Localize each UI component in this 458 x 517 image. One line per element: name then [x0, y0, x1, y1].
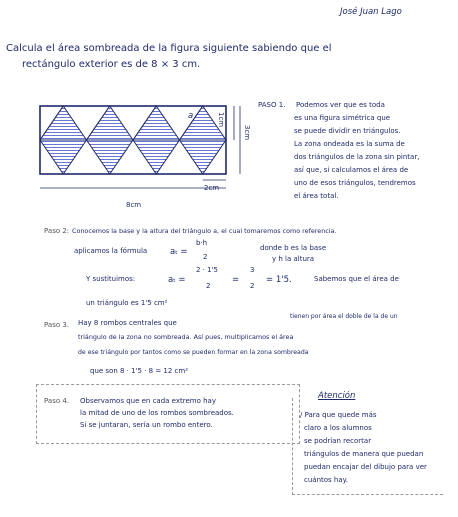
paso3-line-3: de ese triángulo por tantos como se pueden formar en la zona sombreada	[78, 349, 309, 356]
note-line-5: cuántos hay.	[304, 476, 349, 484]
paso2-line-2c: y h la altura	[272, 255, 315, 263]
note-title: Atención	[318, 391, 356, 401]
label-a: a	[188, 111, 194, 121]
paso4-mark: Paso 4.	[44, 397, 70, 405]
paso4-line-0: Observamos que en cada extremo hay	[80, 397, 216, 405]
paso2-subst-num2: 3	[250, 266, 255, 274]
paso2-line-3a: Y sustituimos:	[86, 275, 136, 283]
paso2-formula-num: b·h	[196, 239, 208, 247]
paso2-line-2a: aplicamos la fórmula	[74, 247, 148, 255]
paso2-mark: Paso 2:	[44, 227, 70, 235]
note-line-3: triángulos de manera que puedan	[304, 450, 424, 458]
label-2cm: 2cm	[204, 184, 220, 192]
note-line-2: se podrían recortar	[304, 437, 372, 445]
paso3-line-4: que son 8 · 1'5 · 8 = 12 cm²	[90, 367, 189, 375]
paso3-mark: Paso 3.	[44, 321, 70, 329]
paso1-line-1: es una figura simétrica que	[294, 114, 391, 122]
paso2-line-3b: Sabemos que el área de	[314, 275, 399, 283]
paso1-line-5: así que, si calculamos el área de	[294, 166, 409, 174]
paso2-subst-den1: 2	[206, 282, 211, 290]
paso1-line-0: Podemos ver que es toda	[296, 101, 385, 109]
paso2-line-2b: donde b es la base	[260, 244, 327, 252]
paso4-line-1: la mitad de uno de los rombos sombreados.	[80, 409, 234, 417]
paso2-subst-result: = 1'5.	[266, 275, 292, 285]
paso1-line-3: La zona ondeada es la suma de	[294, 140, 405, 148]
author-name: José Juan Lago	[340, 7, 402, 17]
label-8cm: 8cm	[126, 201, 142, 209]
note-line-0: / Para que quede más	[300, 411, 377, 419]
label-1cm: 1cm	[217, 112, 225, 128]
paso2-formula-lhs: aₜ =	[170, 247, 188, 257]
paso3-line-2: triángulo de la zona no sombreada. Así pues, multiplicamos el área	[78, 333, 294, 341]
paso2-subst-den2: 2	[250, 282, 255, 290]
paso1-line-4: dos triángulos de la zona sin pintar,	[294, 153, 420, 161]
paso2-line-4: un triángulo es 1'5 cm²	[86, 299, 168, 307]
paso2-subst-eq: =	[232, 275, 240, 285]
paso1-line-2: se puede dividir en triángulos.	[294, 127, 401, 135]
paso1-line-7: el área total.	[294, 192, 339, 200]
statement-line-2: rectángulo exterior es de 8 × 3 cm.	[22, 59, 201, 70]
paso3-line-1b: tienen por área el doble de la de un	[290, 313, 398, 320]
note-line-1: claro a los alumnos	[304, 424, 372, 432]
paso3-line-1a: Hay 8 rombos centrales que	[78, 319, 177, 327]
note-line-4: puedan encajar del dibujo para ver	[304, 463, 427, 471]
paso2-line-1: Conocemos la base y la altura del triángulo a, el cual tomaremos como referencia.	[72, 227, 337, 235]
paso4-line-2: Si se juntaran, sería un rombo entero.	[80, 421, 213, 429]
paso2-subst-lhs: aₜ =	[168, 275, 186, 285]
paso2-subst-num1: 2 · 1'5	[196, 266, 218, 274]
paso1-title: PASO 1.	[258, 101, 286, 109]
label-3cm: 3cm	[243, 125, 251, 141]
figure-drawing	[40, 106, 240, 188]
statement-line-1: Calcula el área sombreada de la figura siguiente sabiendo que el	[6, 43, 332, 54]
paso1-line-6: uno de esos triángulos, tendremos	[294, 179, 416, 187]
paso2-formula-den: 2	[203, 253, 208, 261]
